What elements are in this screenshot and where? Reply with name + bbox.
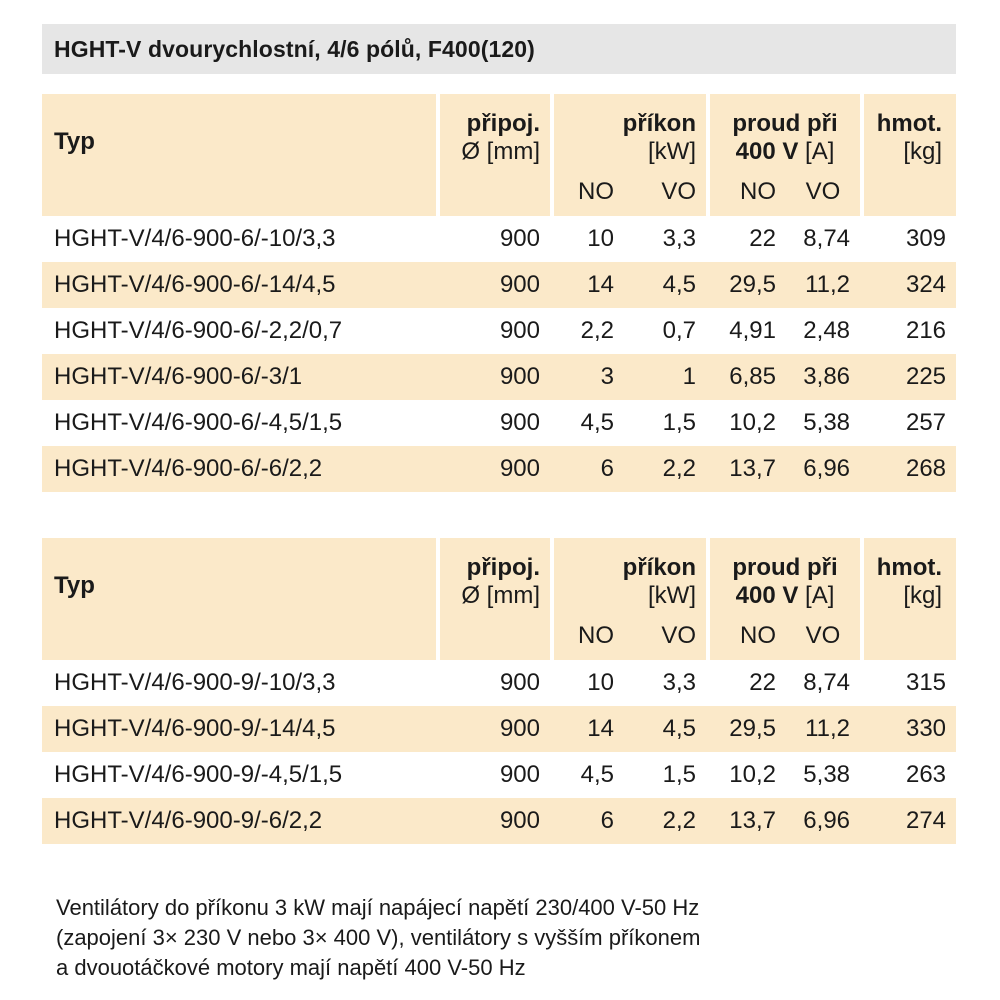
cell-pripoj: 900 [436, 446, 550, 492]
header-hmot-label: hmot. [876, 110, 943, 137]
cell-prikon-vo: 4,5 [624, 706, 706, 752]
table-body [42, 660, 956, 844]
cell-proud-no: 29,5 [706, 262, 786, 308]
cell-proud-vo: 6,96 [786, 798, 860, 844]
header-prikon-label: příkon [622, 554, 696, 581]
cell-proud-vo: 5,38 [803, 761, 851, 788]
cell-prikon-no: 6 [550, 446, 624, 492]
cell-prikon-vo: 2,2 [624, 446, 706, 492]
spec-table-1 [42, 94, 956, 492]
header-prikon-unit: [kW] [648, 138, 696, 165]
cell-prikon-vo: 1,5 [662, 409, 696, 436]
header-prikon [550, 94, 706, 172]
cell-proud-vo: 11,2 [786, 262, 860, 308]
table-row [42, 354, 956, 400]
header-prikon-vo: VO [624, 616, 706, 660]
header-pripoj [436, 538, 550, 660]
cell-proud-no: 22 [749, 669, 776, 696]
header-pripoj-unit: Ø [mm] [461, 138, 540, 165]
header-proud-unit-line [710, 138, 860, 166]
cell-hmot: 225 [860, 354, 956, 400]
cell-pripoj: 900 [436, 262, 550, 308]
cell-prikon-vo: 0,7 [662, 317, 696, 344]
cell-prikon-no: 3 [550, 354, 624, 400]
header-proud [706, 538, 860, 616]
footnote-line: Ventilátory do příkonu 3 kW mají napájecí napětí 230/400 V-50 Hz [56, 895, 700, 920]
section-title: HGHT-V dvourychlostní, 4/6 pólů, F400(120) [42, 24, 956, 74]
table-row [42, 308, 956, 354]
table-row [42, 660, 956, 706]
cell-pripoj: 900 [436, 354, 550, 400]
header-proud-unit: [A] [805, 138, 835, 165]
cell-typ: HGHT-V/4/6-900-6/-10/3,3 [54, 225, 336, 252]
cell-typ: HGHT-V/4/6-900-9/-6/2,2 [42, 798, 436, 844]
header-hmot-unit: [kg] [903, 138, 943, 165]
table-header [42, 94, 956, 216]
cell-typ: HGHT-V/4/6-900-6/-6/2,2 [42, 446, 436, 492]
cell-proud-vo: 3,86 [786, 354, 860, 400]
cell-typ: HGHT-V/4/6-900-6/-2,2/0,7 [54, 317, 343, 344]
cell-prikon-no: 4,5 [580, 409, 614, 436]
cell-typ: HGHT-V/4/6-900-9/-10/3,3 [54, 669, 336, 696]
cell-hmot: 263 [905, 761, 947, 788]
header-hmot-label: hmot. [876, 554, 943, 581]
header-typ: Typ [42, 94, 436, 216]
cell-proud-vo: 2,48 [803, 317, 851, 344]
cell-prikon-no: 4,5 [580, 761, 614, 788]
cell-prikon-no: 6 [550, 798, 624, 844]
cell-prikon-no: 14 [550, 706, 624, 752]
cell-proud-no: 29,5 [706, 706, 786, 752]
cell-pripoj: 900 [436, 798, 550, 844]
cell-prikon-vo: 1 [624, 354, 706, 400]
cell-proud-no: 22 [749, 225, 776, 252]
header-prikon-no: NO [550, 616, 624, 660]
cell-hmot: 309 [905, 225, 947, 252]
header-proud-no: NO [706, 172, 786, 216]
cell-prikon-vo: 1,5 [662, 761, 696, 788]
table-header [42, 538, 956, 660]
header-proud-no: NO [706, 616, 786, 660]
cell-proud-no: 13,7 [706, 446, 786, 492]
cell-typ: HGHT-V/4/6-900-6/-3/1 [42, 354, 436, 400]
table-row [42, 446, 956, 492]
header-hmot-unit: [kg] [903, 582, 943, 609]
footnote [56, 893, 956, 983]
cell-proud-no: 10,2 [729, 761, 776, 788]
cell-hmot: 268 [860, 446, 956, 492]
cell-prikon-no: 2,2 [580, 317, 614, 344]
cell-hmot: 274 [860, 798, 956, 844]
table-row [42, 400, 956, 446]
cell-proud-no: 6,85 [706, 354, 786, 400]
header-prikon-vo: VO [624, 172, 706, 216]
header-proud-vo: VO [786, 172, 860, 216]
header-typ: Typ [42, 538, 436, 660]
cell-proud-vo: 11,2 [786, 706, 860, 752]
cell-proud-no: 13,7 [706, 798, 786, 844]
cell-prikon-vo: 3,3 [662, 225, 696, 252]
header-proud-unit: [A] [805, 582, 835, 609]
cell-hmot: 324 [860, 262, 956, 308]
cell-hmot: 257 [905, 409, 947, 436]
header-pripoj [436, 94, 550, 216]
cell-hmot: 216 [905, 317, 947, 344]
header-hmot [860, 538, 956, 660]
cell-typ: HGHT-V/4/6-900-6/-4,5/1,5 [54, 409, 343, 436]
header-prikon-label: příkon [622, 110, 696, 137]
cell-prikon-vo: 3,3 [662, 669, 696, 696]
cell-prikon-no: 10 [587, 225, 614, 252]
cell-proud-vo: 6,96 [786, 446, 860, 492]
cell-pripoj: 900 [436, 706, 550, 752]
header-prikon-unit: [kW] [648, 582, 696, 609]
table-row [42, 216, 956, 262]
footnote-line: a dvouotáčkové motory mají napětí 400 V-50 Hz [56, 955, 526, 980]
cell-pripoj: 900 [499, 761, 540, 788]
cell-hmot: 330 [860, 706, 956, 752]
header-prikon-no: NO [550, 172, 624, 216]
header-prikon [550, 538, 706, 616]
table-row [42, 752, 956, 798]
cell-typ: HGHT-V/4/6-900-9/-4,5/1,5 [54, 761, 343, 788]
table-body [42, 216, 956, 492]
header-proud [706, 94, 860, 172]
cell-hmot: 315 [905, 669, 947, 696]
cell-proud-no: 4,91 [729, 317, 776, 344]
cell-pripoj: 900 [499, 317, 540, 344]
cell-proud-no: 10,2 [729, 409, 776, 436]
cell-typ: HGHT-V/4/6-900-6/-14/4,5 [42, 262, 436, 308]
header-pripoj-unit: Ø [mm] [461, 582, 540, 609]
cell-prikon-vo: 4,5 [624, 262, 706, 308]
header-proud-label: proud při [732, 554, 838, 581]
table-row [42, 706, 956, 752]
header-hmot [860, 94, 956, 216]
cell-typ: HGHT-V/4/6-900-9/-14/4,5 [42, 706, 436, 752]
cell-proud-vo: 5,38 [803, 409, 851, 436]
cell-prikon-no: 14 [550, 262, 624, 308]
header-proud-unit-line [710, 582, 860, 610]
cell-pripoj: 900 [499, 225, 540, 252]
header-proud-label: proud při [732, 110, 838, 137]
cell-pripoj: 900 [499, 409, 540, 436]
footnote-line: (zapojení 3× 230 V nebo 3× 400 V), ventilátory s vyšším příkonem [56, 925, 701, 950]
table-row [42, 262, 956, 308]
header-proud-voltage: 400 V [735, 138, 799, 165]
spec-table-2 [42, 538, 956, 844]
cell-prikon-no: 10 [587, 669, 614, 696]
header-pripoj-label: připoj. [466, 110, 540, 137]
header-proud-vo: VO [786, 616, 860, 660]
table-row [42, 798, 956, 844]
cell-pripoj: 900 [499, 669, 540, 696]
cell-proud-vo: 8,74 [803, 225, 851, 252]
cell-prikon-vo: 2,2 [624, 798, 706, 844]
cell-proud-vo: 8,74 [803, 669, 851, 696]
header-pripoj-label: připoj. [466, 554, 540, 581]
header-proud-voltage: 400 V [735, 582, 799, 609]
